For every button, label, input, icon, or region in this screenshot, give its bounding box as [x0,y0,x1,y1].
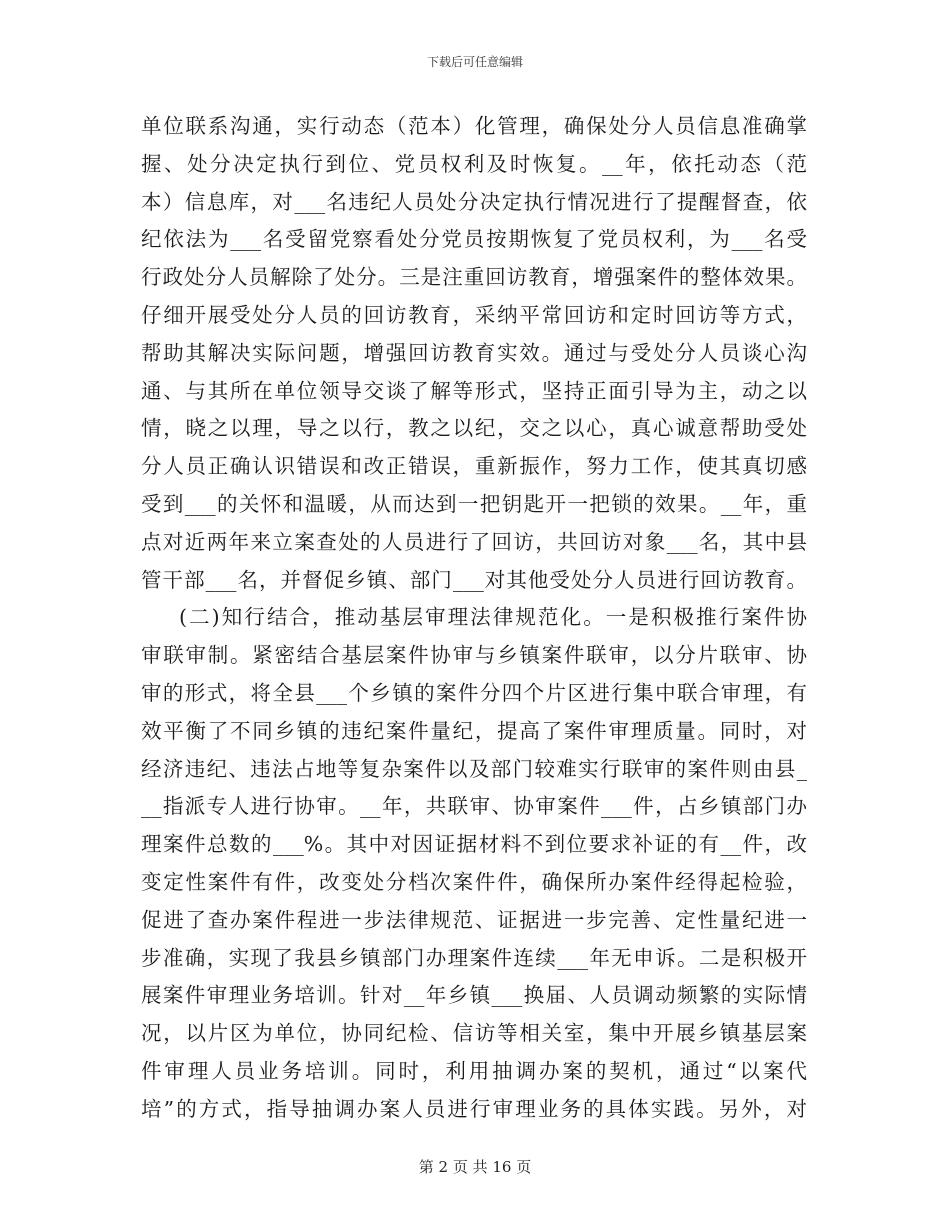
text-line: 效平衡了不同乡镇的违纪案件量纪，提高了案件审理质量。同时，对 [141,718,807,743]
text-line: 理案件总数的___%。其中对因证据材料不到位要求补证的有__件，改 [141,832,807,857]
text-line: 审联审制。紧密结合基层案件协审与乡镇案件联审，以分片联审、协 [141,643,807,668]
text-line: 仔细开展受处分人员的回访教育，采纳平常回访和定时回访等方式， [141,302,807,327]
text-line: 审的形式，将全县___个乡镇的案件分四个片区进行集中联合审理，有 [141,680,807,705]
page-number: 第 2 页 共 16 页 [418,1158,532,1176]
text-line: 本）信息库，对___名违纪人员处分决定执行情况进行了提醒督查，依 [141,189,807,214]
page-header: 下载后可任意编辑 [426,55,523,69]
paragraph-start-line: (二)知行结合，推动基层审理法律规范化。一是积极推行案件协 [179,605,807,630]
text-line: 受到___的关怀和温暖，从而达到一把钥匙开一把锁的效果。__年，重 [141,491,807,516]
text-line: 情，晓之以理，导之以行，教之以纪，交之以心，真心诚意帮助受处 [141,416,807,441]
text-line: 展案件审理业务培训。针对__年乡镇___换届、人员调动频繁的实际情 [141,983,807,1008]
text-line: 行政处分人员解除了处分。三是注重回访教育，增强案件的整体效果。 [141,265,807,290]
text-line: 分人员正确认识错误和改正错误，重新振作，努力工作，使其真切感 [141,454,807,479]
text-line: 点对近两年来立案查处的人员进行了回访，共回访对象___名，其中县 [141,529,807,554]
document-body [141,108,807,1129]
text-line: 况，以片区为单位，协同纪检、信访等相关室，集中开展乡镇基层案 [141,1021,807,1046]
text-line: 变定性案件有件，改变处分档次案件件，确保所办案件经得起检验， [141,869,807,894]
text-line: 培”的方式，指导抽调办案人员进行审理业务的具体实践。另外，对 [141,1096,807,1121]
text-line: 促进了查办案件程进一步法律规范、证据进一步完善、定性量纪进一 [141,907,807,932]
text-line: 帮助其解决实际问题，增强回访教育实效。通过与受处分人员谈心沟 [141,340,807,365]
text-line: 单位联系沟通，实行动态（范本）化管理，确保处分人员信息准确掌 [141,114,807,138]
text-line: 通、与其所在单位领导交谈了解等形式，坚持正面引导为主，动之以 [141,378,807,403]
text-line: 管干部___名，并督促乡镇、部门___对其他受处分人员进行回访教育。 [141,567,807,592]
text-line: 握、处分决定执行到位、党员权利及时恢复。__年，依托动态（范 [141,151,807,176]
text-line: 件审理人员业务培训。同时，利用抽调办案的契机，通过“以案代 [141,1058,807,1083]
text-line: 步准确，实现了我县乡镇部门办理案件连续___年无申诉。二是积极开 [141,945,807,970]
text-line: 纪依法为___名受留党察看处分党员按期恢复了党员权利，为___名受 [141,227,807,252]
text-line: 经济违纪、违法占地等复杂案件以及部门较难实行联审的案件则由县_ [141,756,807,781]
text-line: __指派专人进行协审。__年，共联审、协审案件___件，占乡镇部门办 [141,794,807,819]
